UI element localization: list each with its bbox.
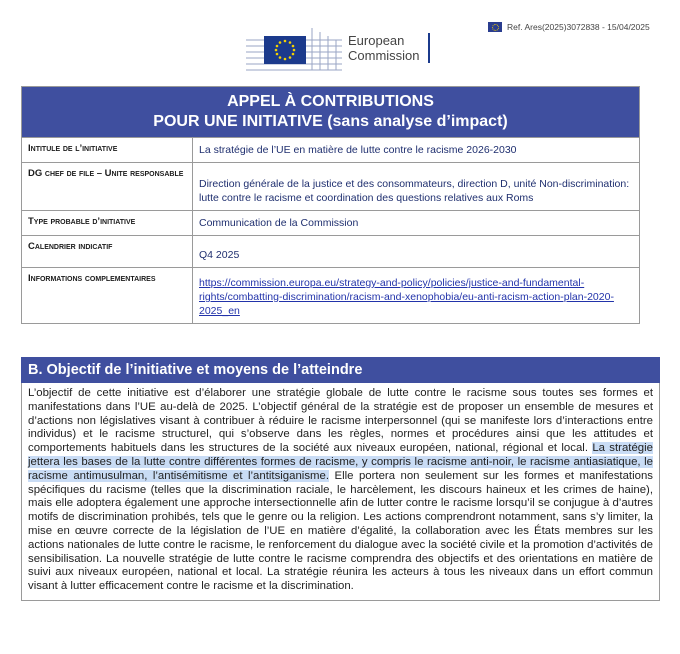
logo-line-1: European — [348, 33, 405, 48]
logo-wordmark — [348, 33, 420, 63]
table-row — [22, 163, 640, 211]
row-label — [22, 138, 193, 163]
table-row — [22, 268, 640, 324]
eu-flag-icon — [488, 22, 502, 32]
row-value: Direction générale de la justice et des consommateurs, direction D, unité Non-discrimination: lutte contre le racisme et coordination des questions relatives aux Roms — [193, 163, 640, 211]
table-row — [22, 236, 640, 268]
table-row — [22, 138, 640, 163]
row-label-text: Type probable d’initiative — [28, 216, 136, 227]
logo-divider — [428, 33, 430, 63]
table-header-row — [22, 87, 640, 138]
row-label-text: DG chef de file – Unite responsable — [28, 168, 184, 179]
row-label-text: Intitule de l’initiative — [28, 143, 118, 154]
highlighted-text: La stratégie jettera les bases de la lutte contre différentes formes de racisme, y compris le racisme anti-noir, le racisme antiasiatique, le racisme antimusulman, l’antisémitisme et l’antitsiganisme. — [28, 442, 653, 482]
row-value — [193, 268, 640, 324]
section-b — [21, 357, 660, 601]
section-b-title: B. Objectif de l’initiative et moyens de l’atteindre — [21, 357, 660, 383]
row-value: Q4 2025 — [193, 236, 640, 268]
row-label — [22, 236, 193, 268]
row-label-text: Informations complementaires — [28, 273, 156, 284]
row-value: La stratégie de l’UE en matière de lutte contre le racisme 2026-2030 — [193, 138, 640, 163]
european-commission-logo — [246, 24, 430, 72]
row-label — [22, 268, 193, 324]
row-label-text: Calendrier indicatif — [28, 241, 113, 252]
header-title: APPEL À CONTRIBUTIONS — [227, 93, 434, 110]
reference-text: Ref. Ares(2025)3072838 - 15/04/2025 — [507, 22, 650, 32]
paragraph-text-continued: Elle portera non seulement sur les formes et manifestations spécifiques du racisme (telles que la discrimination raciale, le harcèlement, les discours haineux et les crimes de haine), mais elle adoptera également une approche intersectionnelle afin de lutter contre le racisme lorsqu’il se conjugue à d’autres motifs de discrimination prohibés, tels que le genre ou la religion. Les actions comprendront notamment, sans s’y limiter, la mise en œuvre correcte de la législation de l’UE en matière d’égalité, la collaboration avec les États membres sur les actions nationales de lutte contre le racisme, le renforcement du dialogue avec la société civile et la promotion d’activités de sensibilisation. La nouvelle stratégie de lutte contre le racisme comprendra des objectifs et des orientations en matière de suivi aux niveaux européen, national et local. La stratégie réunira les acteurs à tous les niveaux dans un effort commun visant à lutter efficacement contre le racisme et la discrimination. — [28, 469, 653, 593]
paragraph-text: L’objectif de cette initiative est d’élaborer une stratégie globale de lutte contre le racisme sous toutes ses formes et manifestations dans l’UE au-delà de 2025. L’objectif général de la stratégie est de proposer un ensemble de mesures et d’actions non législatives visant à contribuer à réduire le racisme interpersonnel (qui se manifeste lors d’interactions entre individus) et le racisme structurel, qui s’observe dans les règles, normes et procédures ainsi que les attitudes et comportements habituels dans les structures de la société aux niveaux européen, national, régional et local. — [28, 387, 653, 455]
row-value: Communication de la Commission — [193, 211, 640, 236]
header-subtitle: POUR UNE INITIATIVE (sans analyse d’impact) — [153, 113, 508, 130]
section-b-body — [21, 383, 660, 601]
reference-stamp — [488, 22, 650, 32]
initiative-table — [21, 86, 640, 324]
table-row — [22, 211, 640, 236]
logo-line-2: Commission — [348, 48, 420, 63]
info-link[interactable]: https://commission.europa.eu/strategy-and-policy/policies/justice-and-fundamental-rights/combatting-discrimination/racism-and-xenophobia/eu-anti-racism-action-plan-2020-2025_en — [199, 277, 614, 317]
row-label — [22, 211, 193, 236]
building-logo-icon — [246, 24, 342, 72]
row-label — [22, 163, 193, 211]
table-header — [22, 87, 640, 138]
